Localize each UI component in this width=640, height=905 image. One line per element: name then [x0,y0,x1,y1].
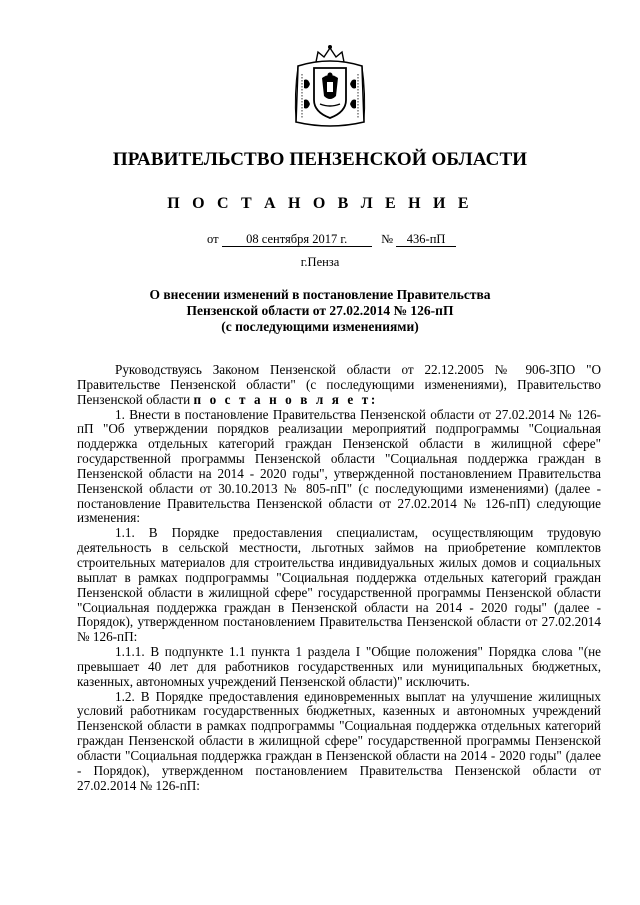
document-date: 08 сентября 2017 г. [222,232,372,247]
paragraph: 1. Внести в постановление Правительства Пензенской области от 27.02.2014 № 126-пП "Об утверждении порядков реализации мероприятий подпрограммы "Социальная поддержка отдельных категорий граждан Пензенской области в жилищной сфере" государственной программы Пензенской области "Социальная поддержка граждан в Пензенской области на 2014 - 2020 годы", утвержденной постановлением Правительства Пензенской области от 30.10.2013 № 805-пП" (с последующими изменениями) (далее - постановление Правительства Пензенской области от 27.02.2014 № 126-пП) следующие изменения: [77,406,601,526]
government-title: ПРАВИТЕЛЬСТВО ПЕНЗЕНСКОЙ ОБЛАСТИ [112,149,528,170]
number-prefix: № [381,232,393,246]
document-body [77,363,601,793]
document-number: 436-пП [396,232,456,247]
subject-line: (с последующими изменениями) [221,319,419,334]
date-prefix: от [207,232,219,246]
paragraph [77,363,601,408]
coat-of-arms-icon [290,44,370,130]
resolution-verb: п о с т а н о в л я е т: [193,391,378,407]
document-type: П О С Т А Н О В Л Е Н И Е [167,195,473,212]
paragraph-text: Руководствуясь Законом Пензенской области от 22.12.2005 № 906-ЗПО "О Правительстве Пензенской области" (с последующими изменениями), Правительство Пензенской области [77,362,601,407]
paragraph: 1.1. В Порядке предоставления специалистам, осуществляющим трудовую деятельность в сельской местности, льготных займов на приобретение комплектов строительных материалов для строительства индивидуальных жилых домов и социальных выплат в рамках подпрограммы "Социальная поддержка отдельных категорий граждан Пензенской области в жилищной сфере" государственной программы Пензенской области "Социальная поддержка граждан в Пензенской области на 2014 - 2020 годы" (далее - Порядок), утвержденном постановлением Правительства Пензенской области от 27.02.2014 № 126-пП: [77,525,601,645]
paragraph: 1.2. В Порядке предоставления единовременных выплат на улучшение жилищных условий работникам государственных бюджетных, казенных и автономных учреждений Пензенской области в рамках подпрограммы "Социальная поддержка отдельных категорий граждан Пензенской области в жилищной сфере" государственной программы Пензенской области "Социальная поддержка граждан в Пензенской области на 2014 - 2020 годы" (далее - Порядок), утвержденном постановлением Правительства Пензенской области от 27.02.2014 № 126-пП: [77,688,601,793]
date-number-line [207,232,456,247]
document-subject [0,287,640,335]
subject-line: Пензенской области от 27.02.2014 № 126-пП [186,303,454,318]
paragraph: 1.1.1. В подпункте 1.1 пункта 1 раздела I "Общие положения" Порядка слова "(не превышает 40 лет для работников государственных или муниципальных бюджетных, казенных, автономных учреждений Пензенской области)" исключить. [77,644,601,689]
subject-line: О внесении изменений в постановление Правительства [149,287,491,302]
city: г.Пенза [300,255,340,269]
